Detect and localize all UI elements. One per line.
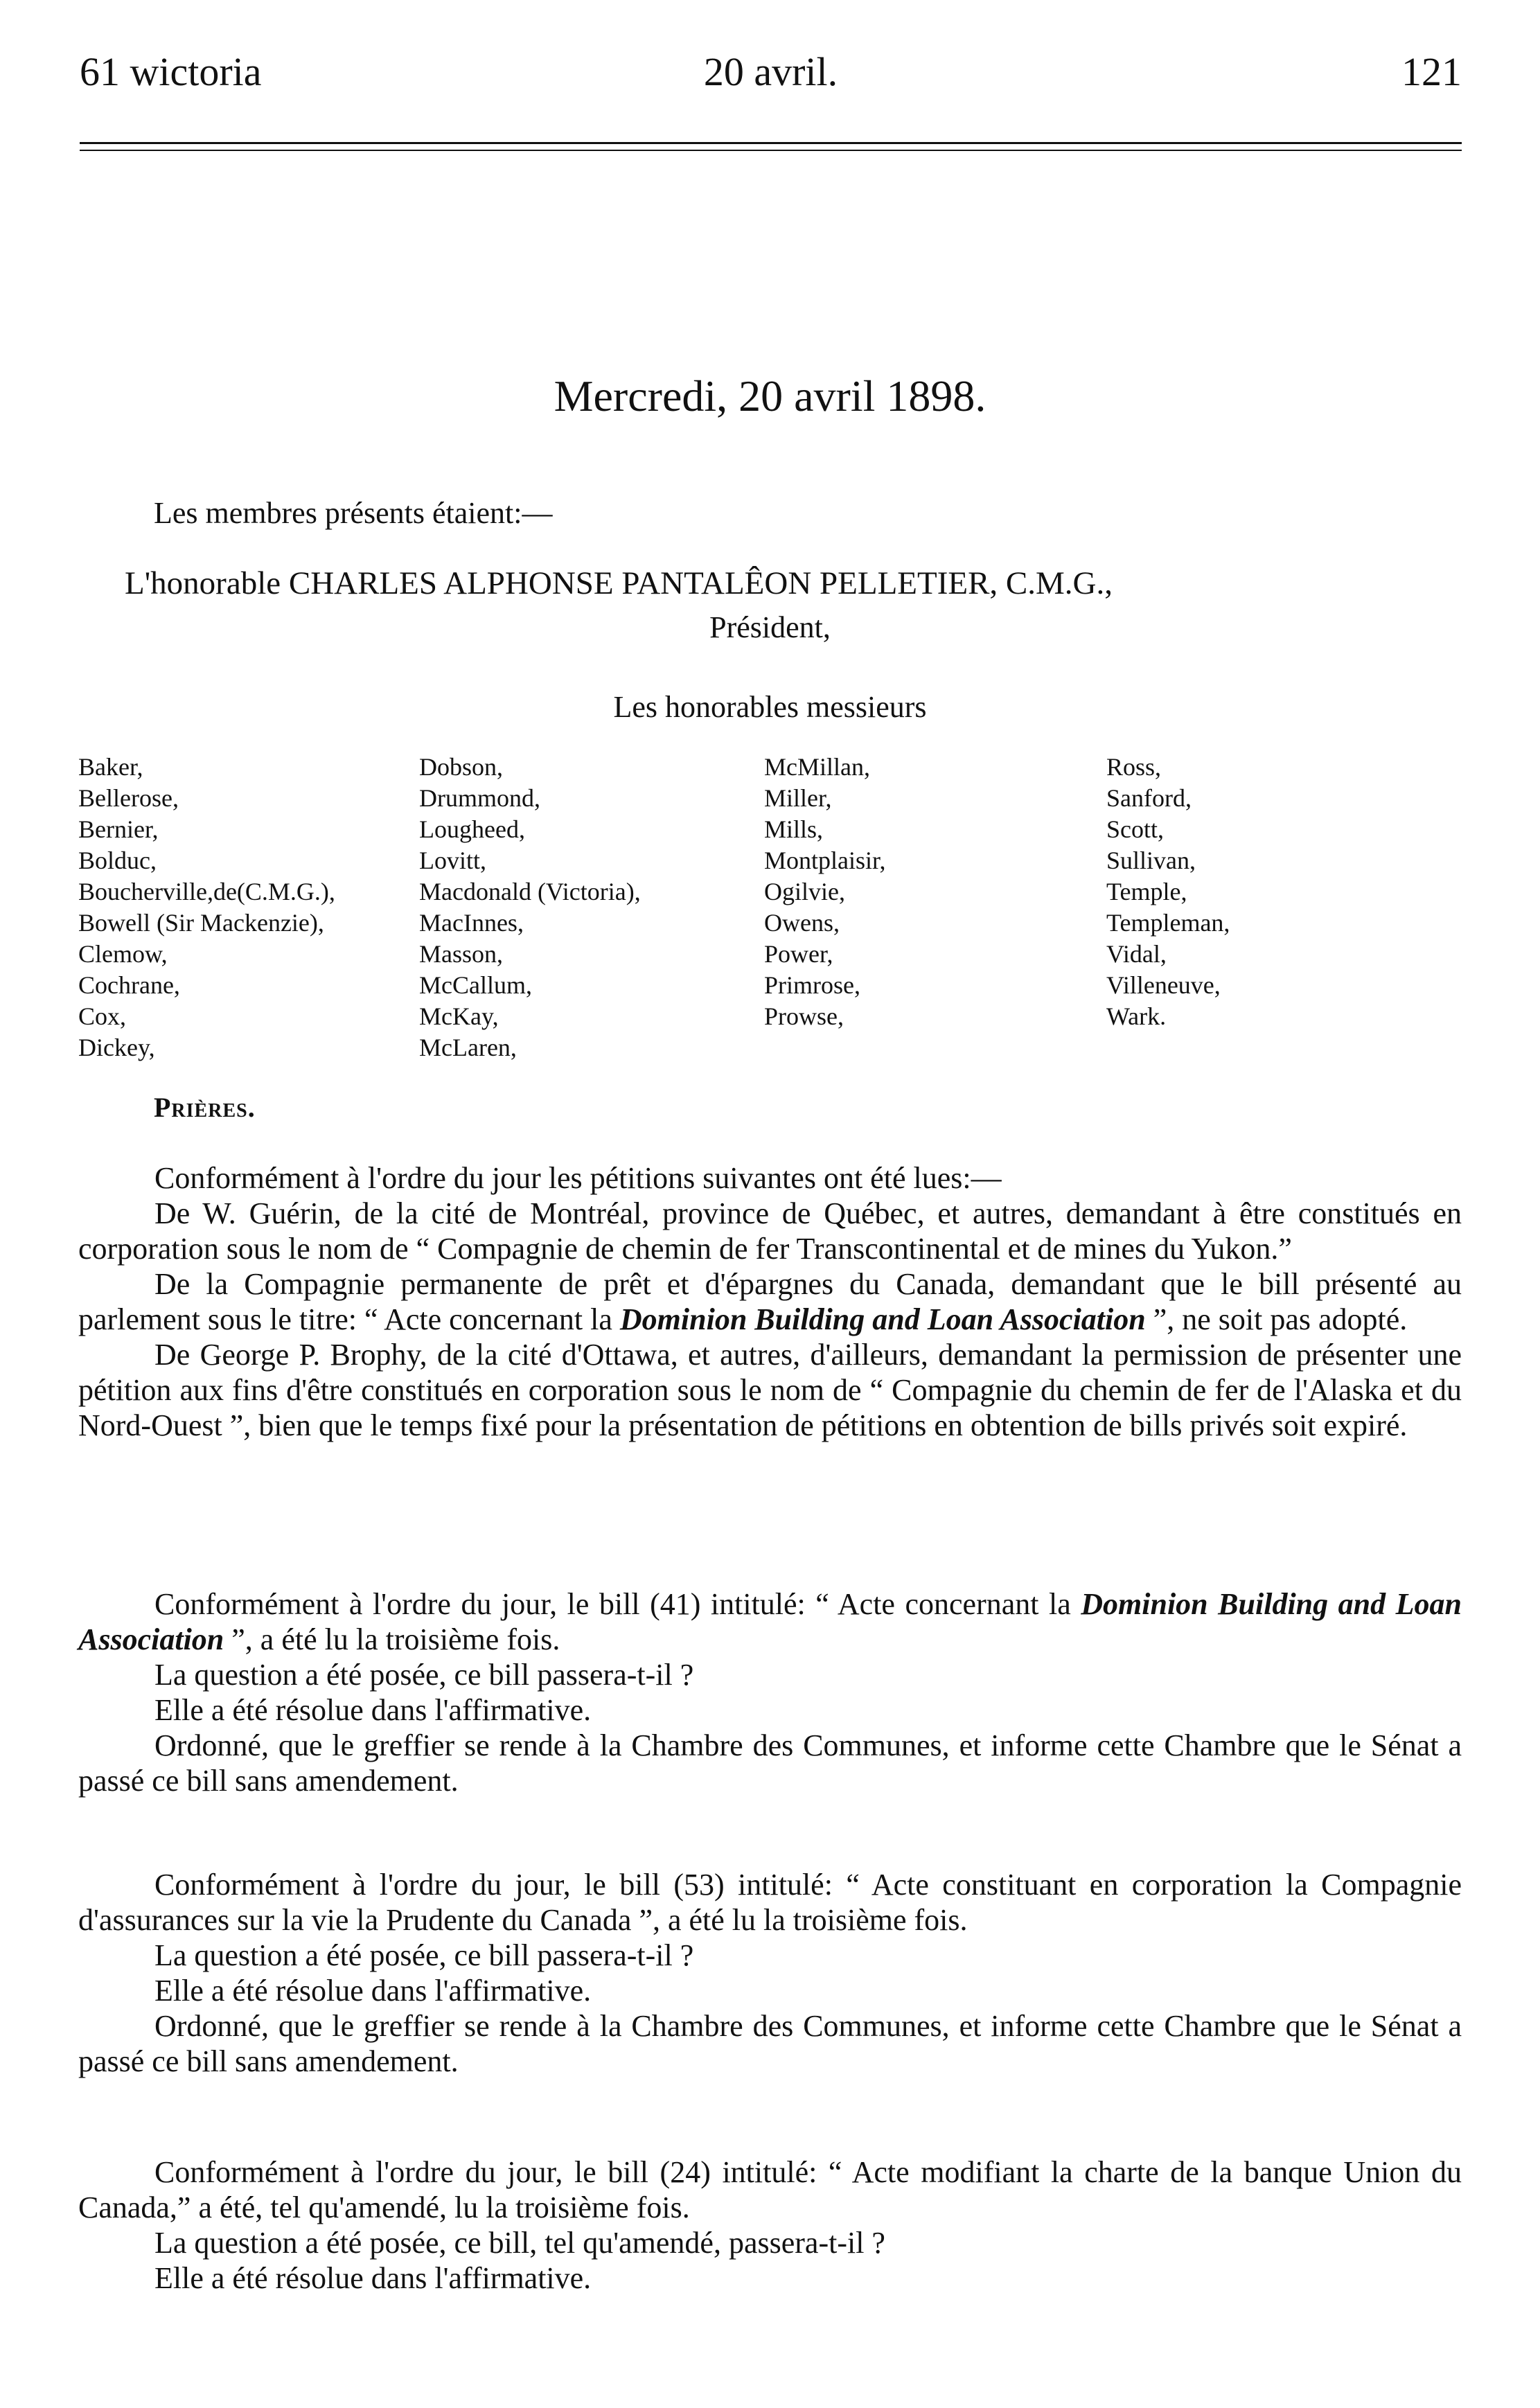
members-column-1: [78, 752, 335, 1063]
senators-heading: Les honorables messieurs: [613, 690, 927, 724]
member-name: McCallum,: [419, 971, 532, 999]
member-name: Sanford,: [1106, 784, 1192, 812]
member-name: Bellerose,: [78, 784, 179, 812]
paragraph: Conformément à l'ordre du jour, le bill (53) intitulé: “ Acte constituant en corporation la Compagnie d'assurances sur la vie la Prudente du Canada ”, a été lu la troisième fois.: [78, 1868, 1462, 1937]
member-name: Ross,: [1106, 753, 1162, 781]
speaker-name: L'honorable CHARLES ALPHONSE PANTALÊON PELLETIER, C.M.G.,: [125, 565, 1113, 601]
member-name: Villeneuve,: [1106, 971, 1221, 999]
member-name: Sullivan,: [1106, 847, 1196, 874]
paragraph: Elle a été résolue dans l'affirmative.: [154, 2261, 592, 2295]
member-name: Bolduc,: [78, 847, 157, 874]
paragraph: Ordonné, que le greffier se rende à la Chambre des Communes, et informe cette Chambre que le Sénat a passé ce bill sans amendement.: [78, 1728, 1462, 1798]
header-rule-top: [80, 142, 1462, 144]
sitting-date-title: Mercredi, 20 avril 1898.: [554, 371, 986, 420]
paragraph: Elle a été résolue dans l'affirmative.: [154, 1974, 592, 2008]
header-date: 20 avril.: [703, 49, 838, 94]
paragraph: La question a été posée, ce bill passera-t-il ?: [154, 1658, 694, 1692]
member-name: Power,: [764, 940, 833, 968]
italic-title: Dominion Building and Loan Association: [619, 1302, 1146, 1336]
members-column-2: [419, 752, 641, 1063]
petitions-section: [78, 1160, 1462, 1443]
bill-41-section: [78, 1586, 1462, 1798]
member-name: Vidal,: [1106, 940, 1167, 968]
text-run: Conformément à l'ordre du jour, le bill (41) intitulé: “ Acte concernant la: [154, 1587, 1081, 1621]
member-name: McKay,: [419, 1002, 499, 1030]
member-name: Clemow,: [78, 940, 168, 968]
member-name: Dickey,: [78, 1034, 155, 1061]
member-name: Lougheed,: [419, 815, 525, 843]
bill-53-section: [78, 1867, 1462, 2079]
paragraph: De W. Guérin, de la cité de Montréal, province de Québec, et autres, demandant à être constitués en corporation sous le nom de “ Compagnie de chemin de fer Transcontinental et de mines du Yukon.”: [78, 1196, 1462, 1266]
paragraph: Conformément à l'ordre du jour, le bill (24) intitulé: “ Acte modifiant la charte de la banque Union du Canada,” a été, tel qu'amendé, lu la troisième fois.: [78, 2155, 1462, 2224]
member-name: Bernier,: [78, 815, 159, 843]
member-name: Boucherville,de(C.M.G.),: [78, 878, 335, 905]
member-name: Cox,: [78, 1002, 127, 1030]
member-name: Owens,: [764, 909, 840, 937]
paragraph: La question a été posée, ce bill passera-t-il ?: [154, 1938, 694, 1972]
member-name: Templeman,: [1106, 909, 1230, 937]
member-name: Baker,: [78, 753, 143, 781]
member-name: Masson,: [419, 940, 504, 968]
header-rule-bottom: [80, 150, 1462, 151]
member-name: Temple,: [1106, 878, 1187, 905]
member-name: Primrose,: [764, 971, 860, 999]
member-name: Cochrane,: [78, 971, 180, 999]
text-run: ”, a été lu la troisième fois.: [224, 1622, 560, 1656]
running-header: [80, 48, 1462, 104]
paragraph: [78, 1266, 1462, 1337]
member-name: Drummond,: [419, 784, 540, 812]
page-number: 121: [1401, 49, 1462, 94]
member-name: McLaren,: [419, 1034, 517, 1061]
member-name: Wark.: [1106, 1002, 1167, 1030]
bill-24-section: [78, 2154, 1462, 2296]
member-name: Ogilvie,: [764, 878, 845, 905]
members-column-4: [1106, 752, 1230, 1032]
member-name: Miller,: [764, 784, 832, 812]
member-name: MacInnes,: [419, 909, 524, 937]
member-name: McMillan,: [764, 753, 870, 781]
members-column-3: [764, 752, 886, 1032]
paragraph: Ordonné, que le greffier se rende à la Chambre des Communes, et informe cette Chambre que le Sénat a passé ce bill sans amendement.: [78, 2009, 1462, 2078]
header-volume: 61 wictoria: [80, 49, 262, 94]
paragraph: La question a été posée, ce bill, tel qu'amendé, passera-t-il ?: [154, 2226, 885, 2260]
member-name: Scott,: [1106, 815, 1165, 843]
paragraph: [78, 1586, 1462, 1657]
member-name: Montplaisir,: [764, 847, 886, 874]
paragraph: Conformément à l'ordre du jour les pétitions suivantes ont été lues:—: [154, 1161, 1002, 1195]
member-name: Macdonald (Victoria),: [419, 878, 641, 905]
members-present-intro: Les membres présents étaient:—: [154, 496, 553, 530]
speaker-title: Président,: [709, 610, 831, 644]
text-run: De la Compagnie permanente de prêt et d'épargnes du Canada, demandant que le bill présenté au parlement sous le titre: “ Acte concernant la: [78, 1267, 1462, 1336]
member-name: Bowell (Sir Mackenzie),: [78, 909, 324, 937]
member-name: Dobson,: [419, 753, 504, 781]
member-name: Prowse,: [764, 1002, 844, 1030]
member-name: Mills,: [764, 815, 824, 843]
prayers-heading: Prières.: [154, 1092, 256, 1123]
paragraph: De George P. Brophy, de la cité d'Ottawa, et autres, d'ailleurs, demandant la permission de présenter une pétition aux fins d'être constitués en corporation sous le nom de “ Compagnie du chemin de fer de l'Alaska et du Nord-Ouest ”, bien que le temps fixé pour la présentation de pétitions en obtention de bills privés soit expiré.: [78, 1338, 1462, 1442]
text-run: ”, ne soit pas adopté.: [1145, 1302, 1408, 1336]
paragraph: Elle a été résolue dans l'affirmative.: [154, 1693, 592, 1727]
italic-title: Dominion Building and Loan Association: [78, 1587, 1462, 1656]
member-name: Lovitt,: [419, 847, 486, 874]
